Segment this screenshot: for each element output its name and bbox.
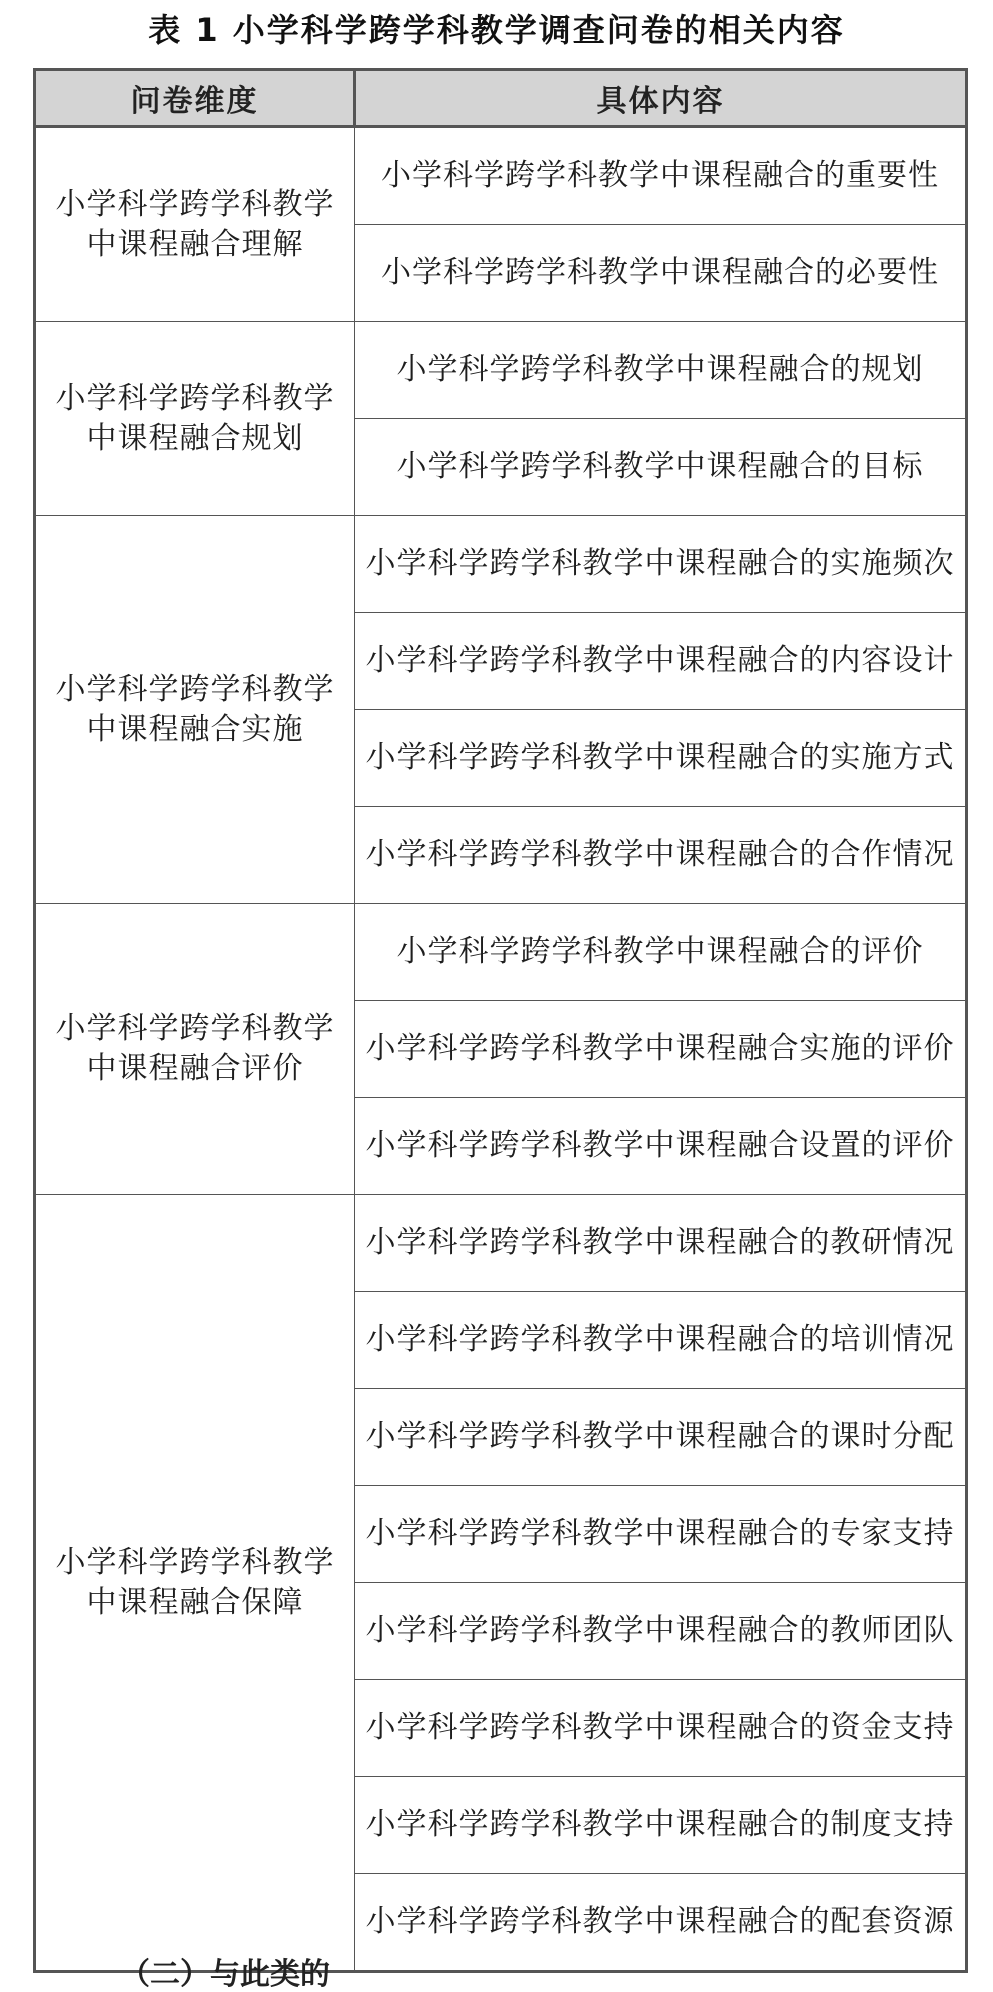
content-cell: 小学科学跨学科教学中课程融合的制度支持 [355,1777,967,1874]
dimension-cell: 小学科学跨学科教学中课程融合评价 [35,904,355,1195]
dimension-cell: 小学科学跨学科教学中课程融合规划 [35,322,355,516]
content-cell: 小学科学跨学科教学中课程融合的评价 [355,904,967,1001]
content-cell: 小学科学跨学科教学中课程融合的重要性 [355,127,967,225]
content-cell: 小学科学跨学科教学中课程融合设置的评价 [355,1098,967,1195]
content-cell: 小学科学跨学科教学中课程融合的目标 [355,419,967,516]
content-cell: 小学科学跨学科教学中课程融合的课时分配 [355,1389,967,1486]
content-cell: 小学科学跨学科教学中课程融合的培训情况 [355,1292,967,1389]
table-row [35,127,967,225]
table-title: 表 1 小学科学跨学科教学调查问卷的相关内容 [148,11,845,49]
content-cell: 小学科学跨学科教学中课程融合的专家支持 [355,1486,967,1583]
section-heading-partial: （二）与此类的 [120,1957,330,1992]
dimension-cell: 小学科学跨学科教学中课程融合实施 [35,516,355,904]
content-cell: 小学科学跨学科教学中课程融合的资金支持 [355,1680,967,1777]
content-cell: 小学科学跨学科教学中课程融合的合作情况 [355,807,967,904]
table-row [35,516,967,613]
content-cell: 小学科学跨学科教学中课程融合的教师团队 [355,1583,967,1680]
content-cell: 小学科学跨学科教学中课程融合的教研情况 [355,1195,967,1292]
survey-table [33,68,968,1973]
content-cell: 小学科学跨学科教学中课程融合的实施频次 [355,516,967,613]
content-cell: 小学科学跨学科教学中课程融合的内容设计 [355,613,967,710]
table-row [35,1195,967,1292]
table-row [35,904,967,1001]
content-cell: 小学科学跨学科教学中课程融合的规划 [355,322,967,419]
dimension-cell: 小学科学跨学科教学中课程融合理解 [35,127,355,322]
table-body [35,127,967,1972]
header-content: 具体内容 [355,70,967,127]
content-cell: 小学科学跨学科教学中课程融合的必要性 [355,225,967,322]
dimension-cell: 小学科学跨学科教学中课程融合保障 [35,1195,355,1972]
table-row [35,322,967,419]
header-dimension: 问卷维度 [35,70,355,127]
survey-table-container [33,68,965,1973]
content-cell: 小学科学跨学科教学中课程融合的实施方式 [355,710,967,807]
content-cell: 小学科学跨学科教学中课程融合实施的评价 [355,1001,967,1098]
table-header-row [35,70,967,127]
content-cell: 小学科学跨学科教学中课程融合的配套资源 [355,1874,967,1972]
